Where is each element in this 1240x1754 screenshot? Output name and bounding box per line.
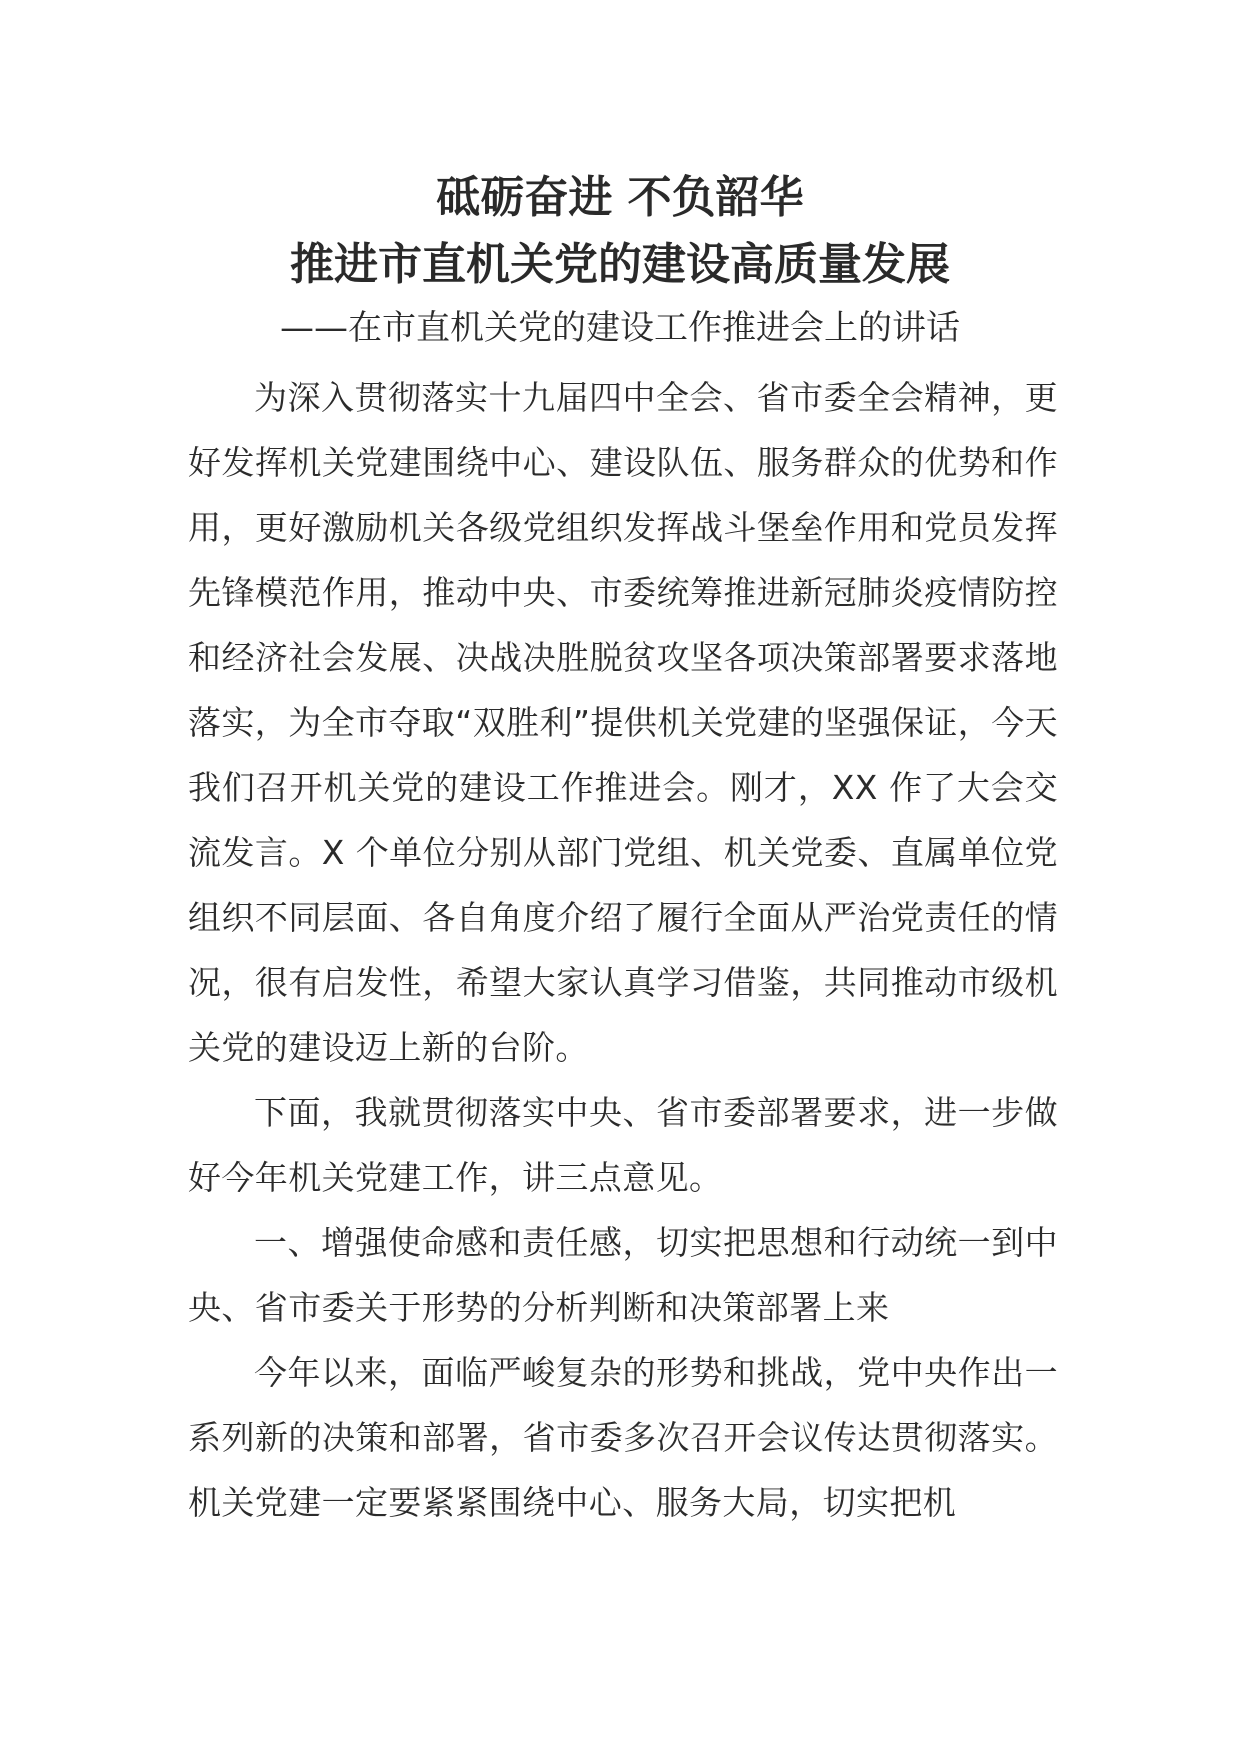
section-heading-1: 一、增强使命感和责任感，切实把思想和行动统一到中央、省市委关于形势的分析判断和决策部署上来 <box>188 1223 1058 1327</box>
document-body <box>188 365 1058 1535</box>
paragraph-section1: 今年以来，面临严峻复杂的形势和挑战，党中央作出一系列新的决策和部署，省市委多次召开会议传达贯彻落实。机关党建一定要紧紧围绕中心、服务大局，切实把机 <box>188 1353 1058 1522</box>
document-title-line2: 推进市直机关党的建设高质量发展 <box>290 239 950 290</box>
document-subtitle: ——在市直机关党的建设工作推进会上的讲话 <box>280 308 960 348</box>
paragraph-intro: 为深入贯彻落实十九届四中全会、省市委全会精神，更好发挥机关党建围绕中心、建设队伍、服务群众的优势和作用，更好激励机关各级党组织发挥战斗堡垒作用和党员发挥先锋模范作用，推动中央、市委统筹推进新冠肺炎疫情防控和经济社会发展、决战决胜脱贫攻坚各项决策部署要求落地落实，为全市夺取“双胜利”提供机关党建的坚强保证，今天我们召开机关党的建设工作推进会。刚才，XX 作了大会交流发言。X 个单位分别从部门党组、机关党委、直属单位党组织不同层面、各自角度介绍了履行全面从严治党责任的情况，很有启发性，希望大家认真学习借鉴，共同推动市级机关党的建设迈上新的台阶。 <box>188 378 1058 1067</box>
document-title-line1: 砥砺奋进 不负韶华 <box>436 172 804 223</box>
paragraph-outline: 下面，我就贯彻落实中央、省市委部署要求，进一步做好今年机关党建工作，讲三点意见。 <box>188 1093 1058 1197</box>
